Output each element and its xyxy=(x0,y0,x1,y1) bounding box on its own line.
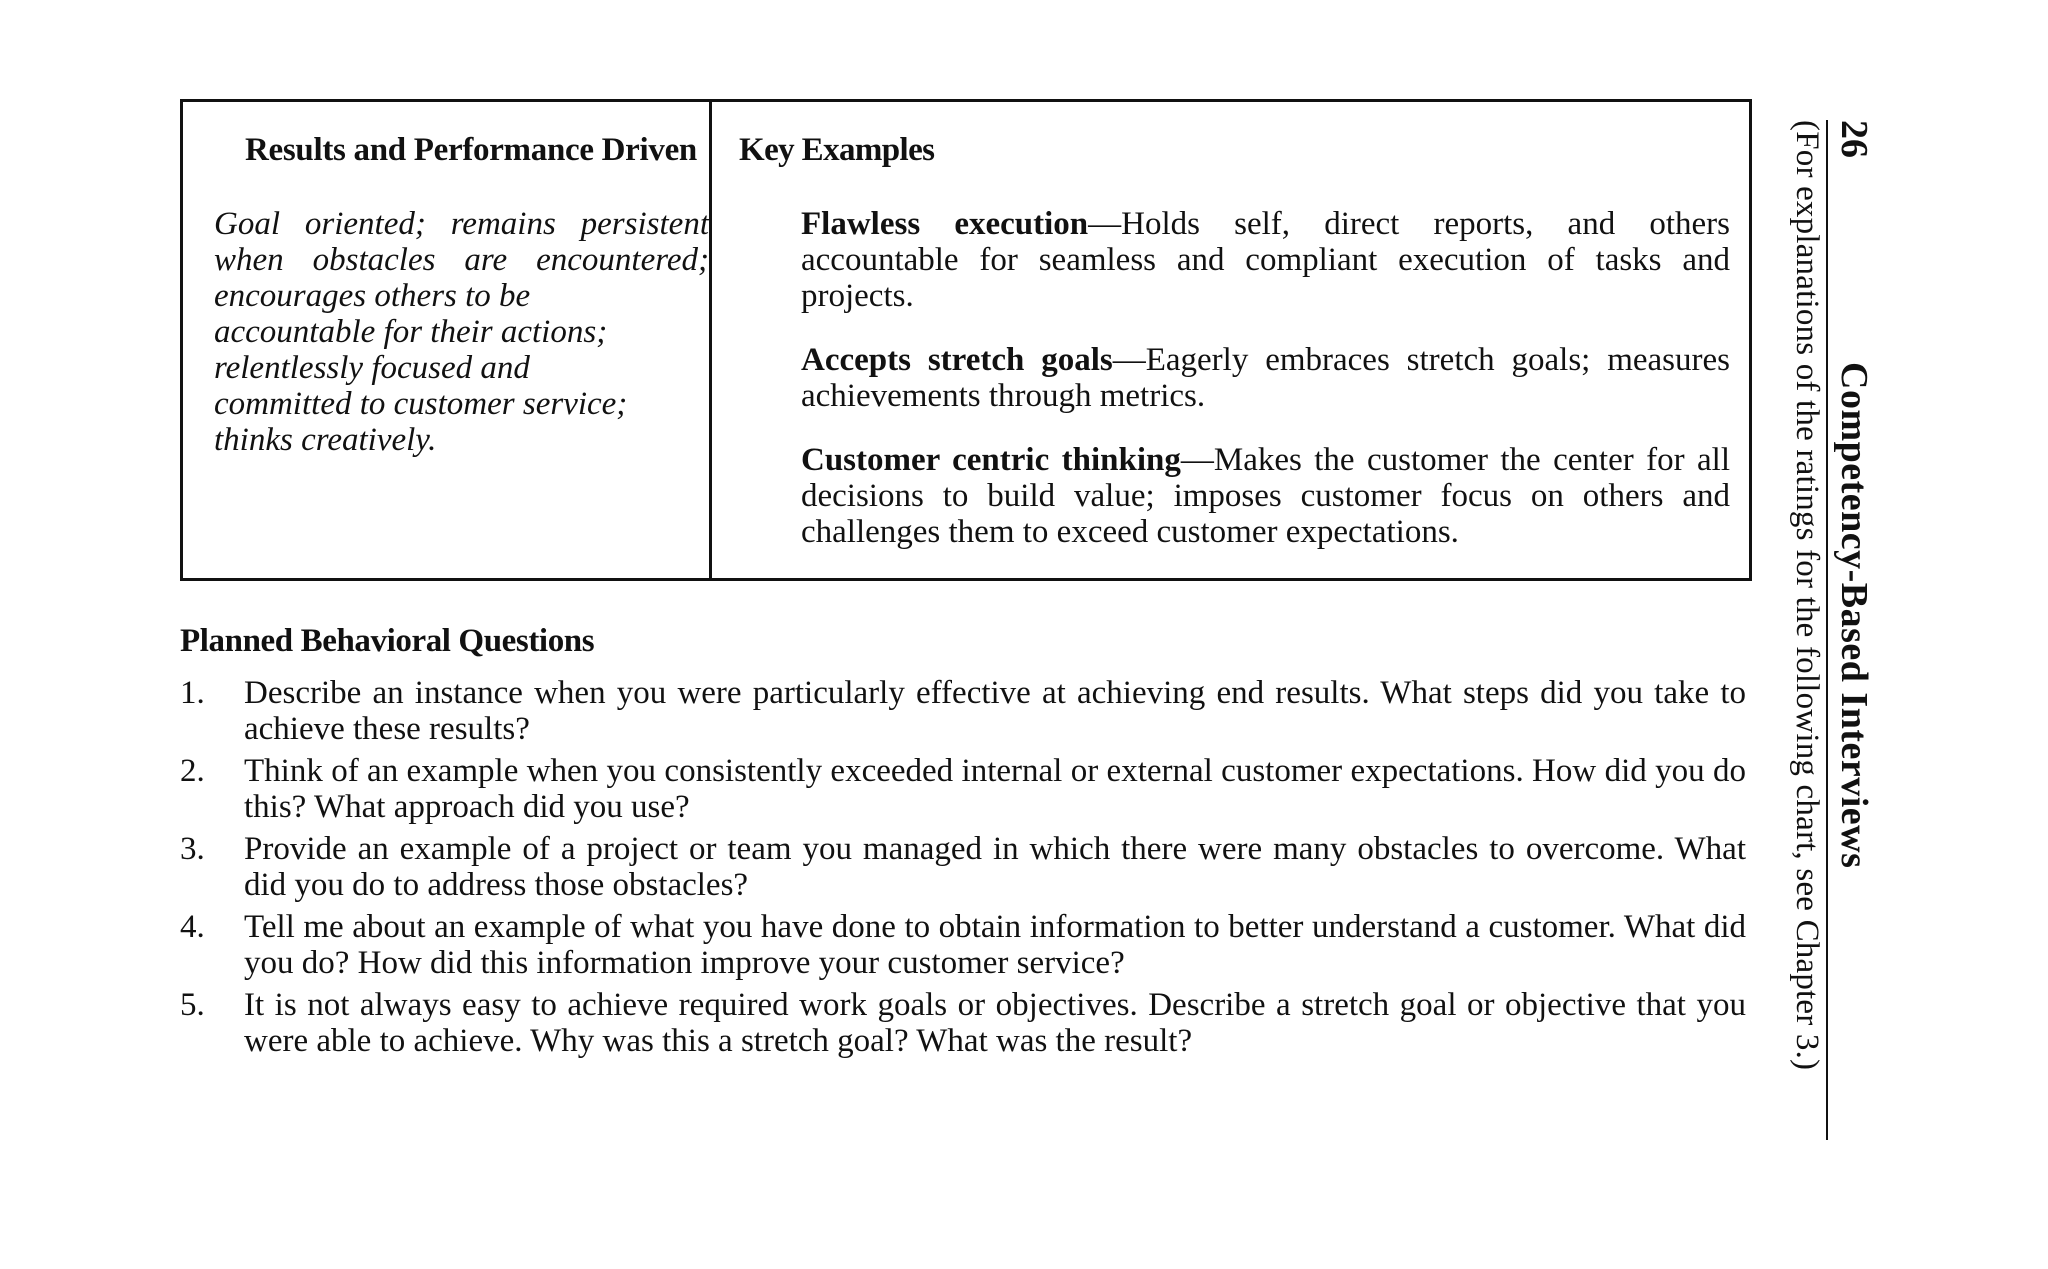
question-item xyxy=(180,831,1746,903)
question-item xyxy=(180,753,1746,825)
questions-heading: Planned Behavioral Questions xyxy=(180,623,595,659)
question-text: It is not always easy to achieve required work goals or objectives. Describe a stretch goal or objective that you were able to achieve. Why was this a stretch goal? What was the result? xyxy=(244,987,1746,1059)
description-line: accountable for their actions; xyxy=(214,314,608,350)
description-line: when obstacles are encountered; xyxy=(214,242,709,278)
description-line: encourages others to be xyxy=(214,278,531,314)
key-example-term: Customer centric thinking xyxy=(801,442,1181,478)
question-text: Think of an example when you consistently exceeded internal or external customer expectations. How did you do this? What approach did you use? xyxy=(244,753,1746,825)
competency-table xyxy=(180,99,1752,581)
chart-note: (For explanations of the ratings for the following chart, see Chapter 3.) xyxy=(1789,120,1825,1071)
key-example-term: Accepts stretch goals xyxy=(801,342,1113,378)
question-list xyxy=(180,675,1746,1065)
competency-heading: Results and Performance Driven xyxy=(244,132,697,168)
question-item xyxy=(180,987,1746,1059)
running-title: Competency-Based Interviews xyxy=(1833,362,1875,869)
question-number: 3. xyxy=(180,831,205,867)
question-number: 4. xyxy=(180,909,205,945)
running-head xyxy=(1826,120,1876,1140)
competency-column xyxy=(183,102,712,578)
question-item xyxy=(180,675,1746,747)
question-number: 2. xyxy=(180,753,205,789)
description-line: Goal oriented; remains persistent xyxy=(214,206,709,242)
key-example xyxy=(801,206,1730,314)
description-line: relentlessly focused and xyxy=(214,350,530,386)
description-line: thinks creatively. xyxy=(214,422,437,458)
description-line: committed to customer service; xyxy=(214,386,628,422)
key-examples-column xyxy=(712,102,1749,578)
key-examples-heading: Key Examples xyxy=(739,132,935,168)
key-example-text: —Makes the customer the center for all decisions to build value; imposes customer focus on others and challenges them to exceed customer expectations. xyxy=(801,442,1730,550)
key-example-text: —Holds self, direct reports, and others accountable for seamless and compliant execution of tasks and projects. xyxy=(801,206,1731,314)
question-item xyxy=(180,909,1746,981)
key-example xyxy=(801,442,1730,550)
key-examples-list xyxy=(801,206,1730,578)
competency-description xyxy=(214,206,709,458)
question-number: 5. xyxy=(180,987,205,1023)
question-text: Tell me about an example of what you have done to obtain information to better understand a customer. What did you do? How did this information improve your customer service? xyxy=(244,909,1746,981)
question-text: Provide an example of a project or team you managed in which there were many obstacles to overcome. What did you do to address those obstacles? xyxy=(244,831,1746,903)
page-number: 26 xyxy=(1833,120,1875,158)
key-example xyxy=(801,342,1730,414)
key-example-term: Flawless execution xyxy=(801,206,1089,242)
question-text: Describe an instance when you were particularly effective at achieving end results. What steps did you take to achieve these results? xyxy=(244,675,1746,747)
question-number: 1. xyxy=(180,675,205,711)
key-example-text: —Eagerly embraces stretch goals; measures achievements through metrics. xyxy=(801,342,1730,414)
